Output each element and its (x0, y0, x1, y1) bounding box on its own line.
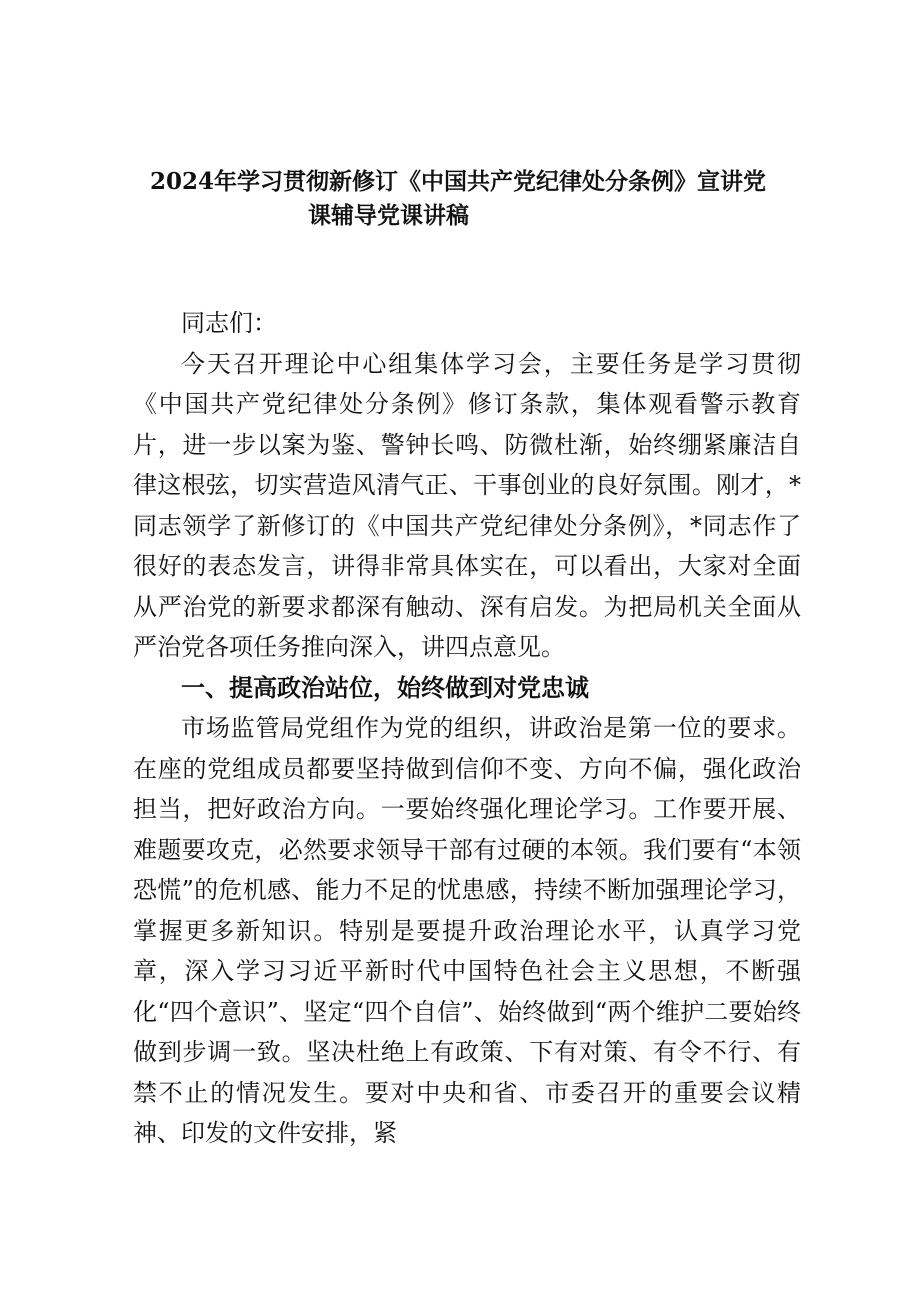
paragraph-intro: 今天召开理论中心组集体学习会，主要任务是学习贯彻《中国共产党纪律处分条例》修订条款，集体观看警示教育片，进一步以案为鉴、警钟长鸣、防微杜渐，始终绷紧廉洁自律这根弦，切实营造风清气正、干事创业的良好氛围。刚才，*同志领学了新修订的《中国共产党纪律处分条例》，*同志作了很好的表态发言，讲得非常具体实在，可以看出，大家对全面从严治党的新要求都深有触动、深有启发。为把局机关全面从严治党各项任务推向深入，讲四点意见。 (133, 349, 801, 661)
document-body (133, 303, 801, 1154)
section-heading-1: 一、提高政治站位，始终做到对党忠诚 (181, 672, 589, 702)
title-line-2: 课辅导党课讲稿 (308, 202, 469, 229)
paragraph-section-1: 市场监管局党组作为党的组织，讲政治是第一位的要求。在座的党组成员都要坚持做到信仰不变、方向不偏，强化政治担当，把好政治方向。一要始终强化理论学习。工作要开展、难题要攻克，必然要求领导干部有过硬的本领。我们要有“本领恐慌”的危机感、能力不足的忧患感，持续不断加强理论学习，掌握更多新知识。特别是要提升政治理论水平，认真学习党章，深入学习习近平新时代中国特色社会主义思想，不断强化“四个意识”、坚定“四个自信”、始终做到“两个维护二要始终做到步调一致。坚决杜绝上有政策、下有对策、有令不行、有禁不止的情况发生。要对中央和省、市委召开的重要会议精神、印发的文件安排，紧 (133, 714, 801, 1147)
document-title (150, 165, 800, 233)
title-line-1: 2024年学习贯彻新修订《中国共产党纪律处分条例》宣讲党 (150, 168, 767, 195)
salutation: 同志们： (181, 309, 277, 337)
